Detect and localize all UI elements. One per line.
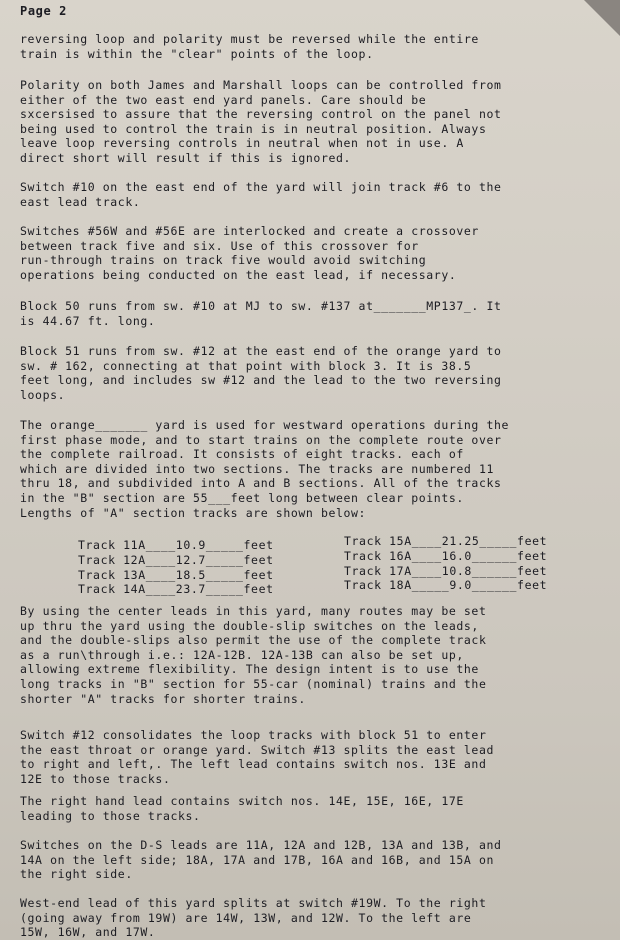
track-row: Track 16A____16.0______feet [344, 548, 548, 563]
track-table-right-column [344, 534, 547, 593]
paragraph-right-hand-lead: The right hand lead contains switch nos. 14E, 15E, 16E, 17E leading to those tracks. [20, 794, 464, 823]
paragraph-block-51: Block 51 runs from sw. #12 at the east end of the orange yard to sw. # 162, connecting at that point with block 3. It is 38.5 feet long, and includes sw #12 and the lead to the two reversing loops. [20, 344, 502, 402]
paragraph-orange-yard: The orange_______ yard is used for westward operations during the first phase mode, and to start trains on the complete route over the complete railroad. It consists of eight tracks. each of which are divided into two sections. The tracks are numbered 11 thru 18, and subdivided into A and B sections. All of the tracks in the "B" section are 55___feet long between clear points. Lengths of "A" section tracks are shown below: [20, 418, 510, 520]
track-row: Track 18A_____9.0______feet [344, 578, 548, 593]
page-header: Page 2 [20, 4, 67, 18]
paragraph-switches-56: Switches #56W and #56E are interlocked and create a crossover between track five and six. Use of this crossover for run-through trains on track five would avoid switching operations being conducted on the east lead, if necessary. [20, 224, 479, 282]
track-row: Track 17A____10.8______feet [344, 563, 548, 578]
track-row: Track 11A____10.9_____feet [78, 538, 274, 552]
track-table-left-column [78, 538, 274, 597]
track-row: Track 14A____23.7_____feet [78, 582, 274, 597]
paragraph-polarity-control: Polarity on both James and Marshall loops can be controlled from either of the two east end yard panels. Care should be sxcersised to assure that the reversing control on the panel not being used to control the train is in neutral position. Always leave loop reversing controls in neutral when not in use. A direct short will result if this is ignored. [20, 78, 502, 165]
paragraph-switch-12: Switch #12 consolidates the loop tracks with block 51 to enter the east throat or orange yard. Switch #13 splits the east lead to right and left,. The left lead contains switch nos. 13E and 12E to those tracks. [20, 728, 494, 786]
paragraph-loop-polarity: reversing loop and polarity must be reversed while the entire train is within the "clear" points of the loop. [20, 32, 479, 61]
track-row: Track 12A____12.7_____feet [78, 552, 274, 567]
paragraph-west-end-lead: West-end lead of this yard splits at switch #19W. To the right (going away from 19W) are 14W, 13W, and 12W. To the left are 15W, 16W, and 17W. [20, 896, 487, 940]
track-row: Track 15A____21.25_____feet [344, 534, 548, 548]
paragraph-ds-leads: Switches on the D-S leads are 11A, 12A and 12B, 13A and 13B, and 14A on the left side; 18A, 17A and 17B, 16A and 16B, and 15A on the right side. [20, 838, 502, 882]
folded-corner [584, 0, 620, 36]
track-row: Track 13A____18.5_____feet [78, 567, 274, 582]
paragraph-block-50: Block 50 runs from sw. #10 at MJ to sw. #137 at_______MP137_. It is 44.67 ft. long. [20, 299, 502, 328]
paragraph-center-leads: By using the center leads in this yard, many routes may be set up thru the yard using the double-slip switches on the leads, and the double-slips also permit the use of the complete track as a run\through i.e.: 12A-12B. 12A-13B can also be set up, allowing extreme flexibility. The design intent is to use the long tracks in "B" section for 55-car (nominal) trains and the shorter "A" tracks for shorter trains. [20, 604, 487, 706]
paragraph-switch-10: Switch #10 on the east end of the yard will join track #6 to the east lead track. [20, 180, 502, 209]
